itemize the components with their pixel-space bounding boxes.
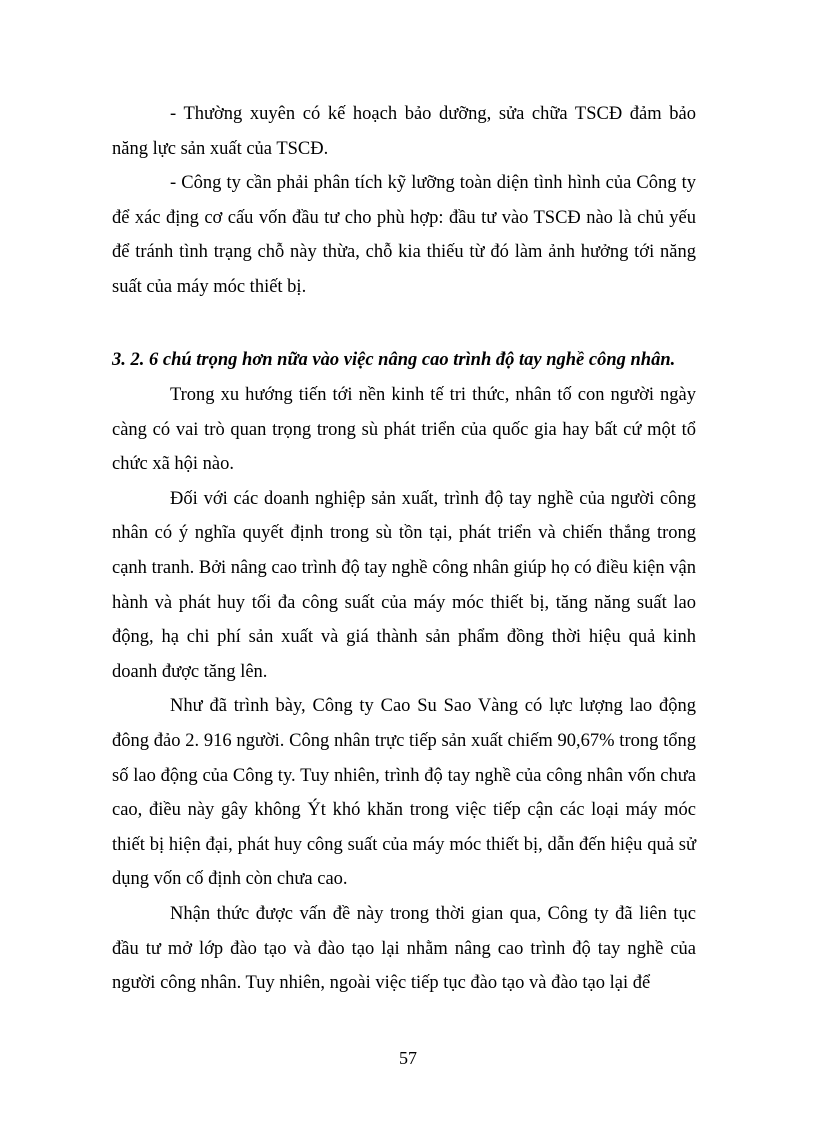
page-number: 57 [399,1048,417,1068]
paragraph-maintenance: - Thường xuyên có kế hoạch bảo dưỡng, sửa chữa TSCĐ đảm bảo năng lực sản xuất của TSCĐ. [112,104,696,159]
paragraph-knowledge-economy: Trong xu hướng tiến tới nền kinh tế tri thức, nhân tố con người ngày càng có vai trò quan trọng trong sù phát triển của quốc gia hay bất cứ một tổ chức xã hội nào. [112,385,696,475]
paragraph-company-labor: Như đã trình bày, Công ty Cao Su Sao Vàng có lực lượng lao động đông đảo 2. 916 người. Công nhân trực tiếp sản xuất chiếm 90,67% trong tổng số lao động của Công ty. Tuy nhiên, trình độ tay nghề của công nhân vốn chưa cao, điều này gây không Ýt khó khăn trong việc tiếp cận các loại máy móc thiết bị hiện đại, phát huy công suất của máy móc thiết bị, dẫn đến hiệu quả sử dụng vốn cố định còn chưa cao. [112,696,696,890]
paragraph-capital-structure: - Công ty cần phải phân tích kỹ lưỡng toàn diện tình hình của Công ty để xác địng cơ cấu vốn đầu tư cho phù hợp: đầu tư vào TSCĐ nào là chủ yếu để tránh tình trạng chỗ này thừa, chỗ kia thiếu từ đó làm ảnh hưởng tới năng suất của máy móc thiết bị. [112,173,696,297]
top-text-block [112,97,696,305]
paragraph-training: Nhận thức được vấn đề này trong thời gian qua, Công ty đã liên tục đầu tư mở lớp đào tạo và đào tạo lại nhằm nâng cao trình độ tay nghề của người công nhân. Tuy nhiên, ngoài việc tiếp tục đào tạo và đào tạo lại để [112,903,696,994]
paragraph-worker-skill: Đối với các doanh nghiệp sản xuất, trình độ tay nghề của người công nhân có ý nghĩa quyết định trong sù tồn tại, phát triển và chiến thắng trong cạnh tranh. Bởi nâng cao trình độ tay nghề công nhân giúp họ có điều kiện vận hành và phát huy tối đa công suất của máy móc thiết bị, tăng năng suất lao động, hạ chi phí sản xuất và giá thành sản phẩm đồng thời hiệu quả kinh doanh được tăng lên. [112,488,696,682]
body-text-block [112,378,696,1001]
section-heading: 3. 2. 6 chú trọng hơn nữa vào việc nâng cao trình độ tay nghề công nhân. [112,350,676,370]
